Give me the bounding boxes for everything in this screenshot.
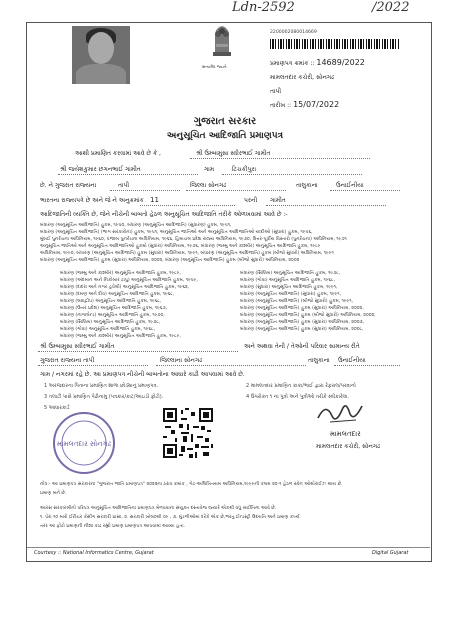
order-right: બંધારણ (સુધારા) અનુસૂચિત આદિજાતિ હુકમ, ૧૯૯૧,	[240, 285, 338, 290]
order-left: બંધારણ (લક્ષદ્વીપ) અનુસૂચિત આદિજાતિ હુકમ, ૧૯૬૮,	[60, 299, 162, 304]
taluka-label: તાલુકાના	[296, 182, 318, 189]
state-prefix: છે. ને ગુજરાત રાજ્યના	[40, 182, 97, 189]
doc-item: 3 તલાટી પાસે પ્રમાણિત પેઢીનામુ (પત્રકાર/કાટ/આઇડી ફોટો).	[44, 394, 164, 400]
order-line: અધિનિયમ, ૧૯૯૦, બંધારણ (અનુસૂચિત આદિજાતિ) હુકમ (સુધારા) અધિનિયમ, ૧૯૯૧, બંધારણ (અનુસૂચિત આદિજાતિ) હુકમ (બીજો સુધારો) અધિનિયમ, ૧૯૯૧	[40, 251, 334, 256]
order-right: બંધારણ (અનુસૂચિત આદિજાતિ) હુકમ (સુધારા) અધિનિયમ, ૨૦૦૨,	[240, 306, 364, 311]
order-left: બંધારણ (ગોવા) અનુસૂચિત આદિજાતિ હુકમ, ૧૯૬૮,	[60, 327, 156, 332]
doc-item: 2 મામલતદાર પ્રમાણિત કાકા/ભાઈ દ્વારા રેફરાલ/પરવાનો	[246, 383, 356, 389]
order-right: બંધારણ (ગોવા) અનુસૂચિત આદિજાતિ હુકમ, ૧૯૬૮,	[240, 278, 336, 283]
order-right: બંધારણ (અનુસૂચિત આદિજાતિ) હુકમ (સુધારા) અધિનિયમ, ૨૦૦૩,	[240, 320, 365, 325]
resident-taluka: ઉનાઈનીયા	[338, 357, 366, 364]
emblem-caption: સત્યમેવ જયતે	[202, 64, 227, 69]
signature-mark-icon	[312, 398, 368, 428]
issuing-district: તાપી	[270, 88, 282, 95]
basis-line: ગામ / નગરમાં રહે છે. આ પ્રમાણપત્ર નીચેની બાબતોના આધારે કાઢી આપવામાં આવે છે.	[40, 371, 245, 378]
resident-district: જિલ્લાના સોનગઢ	[160, 357, 203, 364]
father-name: શ્રી જયેશકુમાર છગનભાઈ ગામીત	[60, 166, 141, 173]
state-district: તાપી	[118, 182, 130, 189]
tribe-name: ગામીત	[270, 197, 286, 204]
recognition-text: આદિજાતિની વ્યક્તિ છે, જેને નીચેની બાબતો હેઠળ અનુસૂચિત આદિજાતિ તરીકે ઓળખવામાં આવે છે :-	[40, 211, 288, 218]
state-emblem-icon	[207, 22, 237, 66]
doc-item: 5 આધારકાર્ડ	[44, 405, 70, 411]
signatory-office: મામલતદાર કચેરી, સોનગઢ	[316, 443, 381, 450]
order-line: અનુસૂચિત જાતિઓ અને અનુસૂચિત આદિજાતિઓ હુકમો (સુધારા) અધિનિયમ, ૧૯૭૬, બંધારણ (જમ્મુ અને કાશ્મીર) અનુસૂચિત આદિજાતિ હુકમ, ૧૯૮૯	[40, 244, 321, 249]
order-left: બંધારણ (નાગાલેન્ડ) અનુસૂચિત આદિજાતિ હુકમ, ૧૯૭૦,	[60, 313, 165, 318]
qr-code	[163, 408, 213, 458]
order-left: બંધારણ (દાદરા અને નગર હવેલી) અનુસૂચિત આદિજાતિ હુકમ, ૧૯૬૨,	[60, 285, 190, 290]
order-right: બંધારણ (સિક્કિમ) અનુસૂચિત આદિજાતિ હુકમ, ૧૯૭૮,	[240, 271, 341, 276]
order-line: મુંબઈ પુનર્રચના અધિનિયમ, ૧૯૬૦, પંજાબ પુનર્રચના અધિનિયમ, ૧૯૬૬, હિમાચલ પ્રદેશ રાજ્ય અધિનિયમ, ૧૯૭૦, ઉત્તર-પૂર્વીય વિસ્તારો (પુનર્રચના) અધિનિયમ, ૧૯૭૧	[40, 237, 347, 242]
district-label: જિલ્લા સોનગઢ	[190, 182, 227, 189]
note-line: નોંધ:- આ પ્રમાણપત્ર સરકારના "ગુજરાત જાતિ પ્રમાણપત્ર" ૨૦૨૨ના ઠરાવ ક્રમાંક , ગેટ-અલિખિતયમ અધિનિયમ,૧૯૯૯ની કલમ ૨૦-૧ હેઠળ સ્કેન ઓથોરાઈઝ થાય છે.	[40, 482, 343, 487]
note-line: તરર આ ફોટો પ્રમાણની નીશા કાઢ રહ્યો પ્રમાણ પ્રમાણપત્ર આપવામાં આવ્યા હતા.	[40, 524, 186, 529]
note-line: આરસ સરકારશ્રીનો પરિપત્ર અનુસૂચિત આદિજાતિના પ્રમાણપત્ર મેળવવાના સંયુક્ત દસ્તાવેજ જ્યારે એકથી વધુ વ્યક્તિના આવે છે.	[40, 506, 277, 511]
order-right: બંધારણ (અનુસૂચિત આદિજાતિ) હુકમ (સુધારા) અધિનિયમ, ૨૦૦૮,	[240, 327, 364, 332]
footer-courtesy: Courtesy :: National Informatics Centre, Gujarat	[34, 550, 154, 556]
applicant-name: શ્રી ઉમ્બામુસા સ્વીરભાઈ ગામીત	[196, 150, 271, 157]
issue-date-value: 15/07/2022	[293, 100, 340, 109]
order-left: બંધારણ (દમણ અને દીવ) અનુસૂચિત આદિજાતિ હુકમ, ૧૯૬૮,	[60, 292, 175, 297]
gazette-prefix: ભારતના રાજ્યપત્રે છે અને જે ને અનુક્રમાંક	[40, 197, 144, 204]
serial-number: 11	[150, 196, 159, 204]
official-seal-icon	[49, 410, 119, 476]
order-line: બંધારણ (અનુસૂચિત આદિજાતિ) હુકમ (સુધારા) અધિનિયમ, ૨૦૦૨, બંધારણ (અનુસૂચિત આદિજાતિ) હુકમ (બીજો સુધારો) અધિનિયમ, ૨૦૦૨	[40, 258, 300, 263]
resident-taluka-label: તાલુકાના	[308, 357, 330, 364]
note-line: ૧. પેરા ૧૦ મારો ઈરીચર કેસીંગ સરકારી પ્રાસા, ૨. સરકારી ખોલ૦થી ૦૯ , ૩. મુંડળીઓમાં દરેકે એક છે,ભરતુ ઈન્ડસ્ટ્રી ઉદયતિ અને પ્રમાણ કર્ખ્ય	[40, 515, 300, 520]
cert-no-row	[270, 58, 365, 68]
order-left: બંધારણ (સિક્કિમ) અનુસૂચિત આદિજાતિ હુકમ, ૧૯૭૮,	[60, 320, 161, 325]
village-value: ટિચકીપુરા	[232, 166, 257, 173]
note-line: પ્રમાણ બને છે.	[40, 491, 67, 496]
resident-name: શ્રી ઉમ્બામુસા સ્વીરભાઈ ગામીત	[40, 343, 115, 350]
government-title: ગુજરાત સરકાર	[193, 116, 257, 127]
seal-text: મામલતદાર સોનગઢ	[56, 440, 112, 448]
issue-date-row	[270, 100, 339, 110]
footer-digital-gujarat: Digital Gujarat	[372, 550, 409, 556]
intro-text: આથી પ્રમાણિત કરવામાં આવે છે કે ,	[75, 150, 161, 157]
signatory-designation: મામલતદાર	[330, 430, 361, 438]
issuing-office: મામલતદાર કચેરી, સોનગઢ	[270, 74, 335, 81]
resident-state: ગુજરાત રાજ્યના તાપી	[40, 357, 95, 364]
applicant-photo	[72, 26, 130, 84]
certificate-title: અનુસૂચિત આદિજાતિ પ્રમાણપત્ર	[166, 131, 284, 141]
cert-no-value: 14689/2022	[316, 58, 365, 67]
village-label: ગામ	[204, 166, 215, 173]
cert-no-label: પ્રમાણપત્ર ક્રમાંક ::	[270, 60, 315, 67]
issue-date-label: તારીખ ::	[270, 102, 292, 109]
order-left: બંધારણ (જમ્મુ અને કાશ્મીર) અનુસૂચિત આદિજાતિ હુકમ, ૧૯૮૯,	[60, 334, 181, 339]
order-right: બંધારણ (અનુસૂચિત આદિજાતિ) (બીજો સુધારો) હુકમ, ૧૯૯૧,	[240, 299, 354, 304]
order-line: બંધારણ (અનુસૂચિત આદિજાતિ) (ભાગ સરકારોના) હુકમ, ૧૯૫૧, અનુસૂચિત જાતિઓ અને અનુસૂચિત આદિજાતિઓ યાદીઓ (સુધારા) હુકમ, ૧૯૫૬,	[40, 230, 313, 235]
order-left: બંધારણ (અંદમાન અને નિકોબાર ટાપુ) અનુસૂચિત આદિજાતિ હુકમ, ૧૯૫૯,	[60, 278, 198, 283]
order-right: બંધારણ (અનુસૂચિત આદિજાતિ) (સુધારા) હુકમ, ૧૯૯૧,	[240, 292, 342, 297]
doc-item: 1 અરજદારના પિતાના પ્રમાણિત શાળા છોડ્યાનું પ્રમાણપત્ર.	[44, 383, 159, 389]
barcode	[270, 39, 400, 49]
handwritten-note-left: Ldn-2592	[232, 0, 295, 15]
order-right: બંધારણ (અનુસૂચિત આદિજાતિ) હુકમ (બીજો સુધારો) અધિનિયમ, ૨૦૦૨,	[240, 313, 376, 318]
barcode-number: 2200002080014669	[270, 30, 317, 35]
handwritten-note-right: /2022	[372, 0, 410, 15]
serial-suffix: પરની	[244, 197, 258, 204]
taluka-value: ઉનાઈનીયા	[336, 182, 364, 189]
order-left: બંધારણ (જમ્મુ અને કાશ્મીર) અનુસૂચિત આદિજાતિ હુકમ, ૧૯૮૯,	[60, 271, 181, 276]
order-line: બંધારણ (અનુસૂચિત આદિજાતિ) હુકમ, ૧૯૫૦, બંધારણ (અનુસૂચિત આદિજાતિ) (સુધારણ) હુકમ, ૧૯૫૧,	[40, 223, 232, 228]
doc-item: 4 ઉપરોક્ત ૧ ના પુત્રો અને પુત્રીઓ તરીકે સ્વીકારેલા.	[246, 394, 350, 400]
order-left: બંધારણ (ઉત્તર પ્રદેશ) અનુસૂચિત આદિજાતિ હુકમ, ૧૯૬૭,	[60, 306, 168, 311]
resident-suffix: અને અથવા તેની / તેઓની પરિવાર સામાન્ય રીતે	[244, 343, 360, 350]
